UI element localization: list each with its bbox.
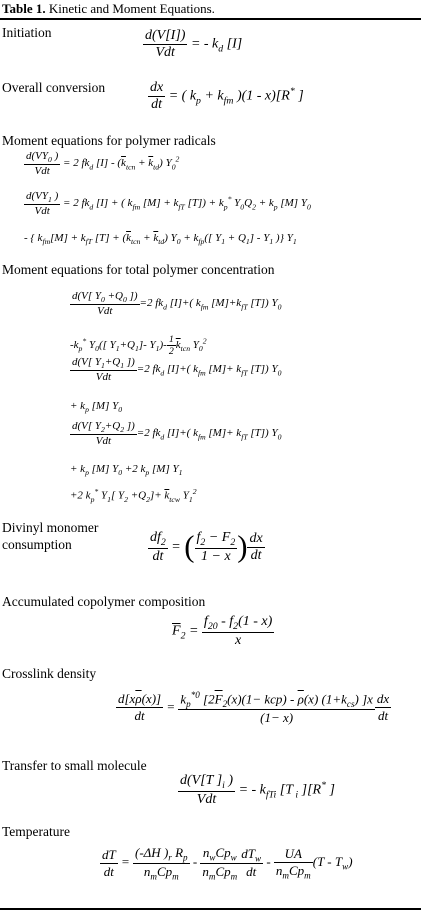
top-rule [0, 18, 421, 20]
equation-total-q1: $\frac{d(V[ Y_1+Q_1 ])}{\text{Vdt}}$ =2 $fk_d$ [I]+( $k_{fm}$ $[M]+ k_{fT}$ [T]) $Y_0$ [72, 356, 282, 384]
equation-initiation: $\frac{d(V[I])}{\text{Vdt}}$ = - $k_d$ [I] [145, 28, 243, 60]
equation-radicals-y0: $\frac{d(VY_0 )}{\text{Vdt}}$ = 2 $fk_d$ $[I] - (\overline{k}_{tcn} + \overline{k}_{td})$ $Y_0^2$ [26, 150, 180, 178]
equation-total-q2: $\frac{d(V[ Y_2+Q_2 ])}{\text{Vdt}}$ =2 $fk_d$ [I]+( $k_{fm}$ $[M]+ k_{fT}$ [T]) $Y_0$ [72, 420, 282, 448]
section-moment-total: Moment equations for total polymer concentration [2, 262, 275, 277]
bottom-rule [0, 908, 421, 910]
table-title: Kinetic and Moment Equations. [45, 1, 215, 16]
section-initiation: Initiation [2, 25, 52, 40]
equation-total-q0: $\frac{d(V[ Y_0 +Q_0 ])}{\text{Vdt}}$ =2 $fk_d$ [I]+( $k_{fm}$ $[M]+k_{fT}$ [T]) $Y_0$ [72, 290, 282, 318]
equation-total-q1-cont: + $k_p$ [M] $Y_0$ [70, 400, 123, 415]
equation-radicals-y1-cont: - { $k_{fm}[M] + k_{fT}$ $[T] + (\overline{k}_{tcn} + \overline{k}_{td}) Y_0 + k_{fp}$([ $Y_1 + Q_1] - Y_1$ )} $Y_1$ [24, 232, 297, 247]
section-transfer: Transfer to small molecule [2, 758, 147, 773]
section-overall-conversion: Overall conversion [2, 80, 106, 95]
equation-total-q0-cont: $-k_p^*$ $Y_0$([ $Y_1+Q_1]-$ $Y_1)-$ $\frac{1}{2}$ $\overline{k}_{tcn}$ $Y_0^2$ [70, 334, 207, 357]
section-accumulated: Accumulated copolymer composition [2, 594, 206, 609]
section-crosslink: Crosslink density [2, 666, 97, 681]
equation-total-q2-cont2: +2 $k_p^*$ $Y_1$[ $Y_2 +Q_2]+ \overline{k}_{tcw}$ $Y_1^2$ [70, 487, 197, 504]
equation-overall-conversion: $\frac{dx}{dt}$ = ( $k_p + k_{fm}$ )(1 - x)[R* ] [150, 80, 304, 112]
equation-total-q2-cont1: + $k_p$ [M] $Y_0 +2$ $k_p$ [M] $Y_1$ [70, 463, 183, 478]
equation-accumulated: $\overline{F}_2$ = $\frac{f_{20} - f_2(1 - x)}{x}$ [172, 614, 273, 648]
section-divinyl-line2: consumption [2, 537, 72, 552]
section-divinyl-line1: Divinyl monomer [2, 520, 99, 535]
equation-transfer: $\frac{d(V[T ]_i )}{\text{Vdt}}$ = - $k_{fTi}$ [T $_i$ ][R* ] [180, 773, 335, 807]
section-moment-radicals: Moment equations for polymer radicals [2, 133, 216, 148]
equation-temperature: $\frac{dT}{dt}$ = $\frac{(-\Delta H )_r R_p}{n_mCp_m}$ - $\frac{n_wCp_w}{n_mCp_m}$ $\frac{dT_w}{dt}$ - $\frac{UA}{n_mCp_m}$ $(T - T_w)$ [102, 845, 353, 882]
section-temperature: Temperature [2, 824, 71, 839]
table-caption [2, 1, 215, 17]
equation-radicals-y1: $\frac{d(VY_1 )}{\text{Vdt}}$ = 2 $fk_d$ [I] + ( $k_{fm}$ $[M] + k_{fT}$ $[T]) + k_p^*$ $Y_0Q_2 + k_p$ [M] $Y_0$ [26, 190, 311, 218]
table-number: Table 1. [2, 1, 46, 16]
equation-crosslink: $\frac{d[x\overline{\rho}(x)]}{dt}$ = $\frac{k_p^{*0} [2\overline{F}_2(x)(1- kcp) - \overline{\rho}(x) (1+k_{cs}) ]x}{(1- x)}$ $\frac{dx}{dt}$ [118, 690, 390, 725]
equation-divinyl: $\frac{df_2}{dt}$ = ( $\frac{f_2 - F_2}{1 - x}$ ) $\frac{dx}{dt}$ [150, 529, 263, 564]
